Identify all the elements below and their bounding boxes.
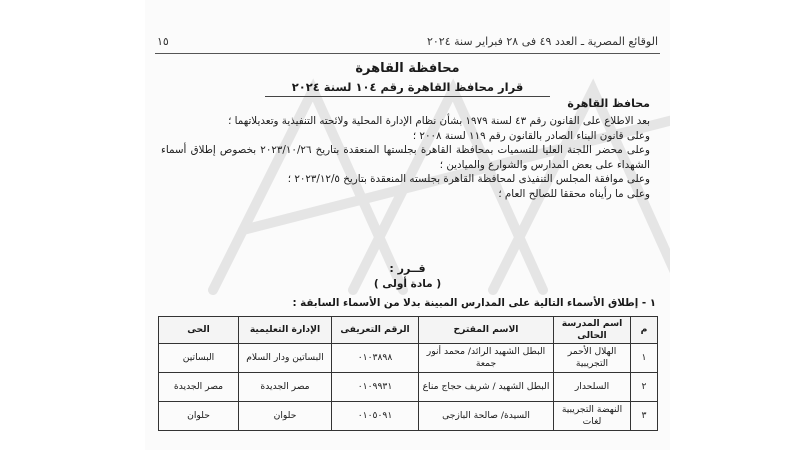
column-header: الإدارة التعليمية [239, 317, 332, 344]
preamble-paragraph: وعلى موافقة المجلس التنفيذى لمحافظة القاهرة بجلسته المنعقدة بتاريخ ٢٠٢٣/١٢/٥ ؛ [287, 173, 650, 185]
preamble-paragraph: وعلى ما رأيناه محققا للصالح العام ؛ [498, 187, 650, 200]
decree-title: قرار محافظ القاهرة رقم ١٠٤ لسنة ٢٠٢٤ [291, 80, 524, 94]
document-page [145, 0, 670, 450]
table-cell: ٠١٠٩٩٣١ [332, 373, 419, 402]
preamble [161, 114, 650, 201]
running-header-title: الوقائع المصرية ـ العدد ٤٩ فى ٢٨ فبراير سنة ٢٠٢٤ [426, 34, 658, 48]
table-cell: ٢ [631, 373, 658, 402]
table-cell: البساتين ودار السلام [239, 344, 332, 373]
preamble-paragraph: بعد الاطلاع على القانون رقم ٤٣ لسنة ١٩٧٩ بشأن نظام الإدارة المحلية ولائحته التنفيذية وتعديلاتهما ؛ [228, 115, 650, 127]
table-row [159, 344, 658, 373]
table-cell: ٠١٠٥٠٩١ [332, 402, 419, 431]
table-cell: حلوان [159, 402, 239, 431]
article-heading: ( مادة أولى ) [373, 278, 442, 290]
issuer-heading: محافظ القاهرة [567, 97, 650, 110]
title-underline [265, 96, 550, 97]
table-cell: السلحدار [554, 373, 631, 402]
table-cell: ١ [631, 344, 658, 373]
running-header [157, 32, 658, 50]
decree-word: قــرر : [389, 262, 426, 275]
column-header: م [631, 317, 658, 344]
column-header: الحى [159, 317, 239, 344]
table-cell: الهلال الأحمر التجريبية [554, 344, 631, 373]
column-header: الرقم التعريفى [332, 317, 419, 344]
schools-table [158, 316, 658, 431]
table-cell: مصر الجديدة [239, 373, 332, 402]
table-row [159, 402, 658, 431]
table-cell: البطل الشهيد / شريف حجاج مناع [419, 373, 554, 402]
table-cell: ٠١٠٣٨٩٨ [332, 344, 419, 373]
clause-text: ١ - إطلاق الأسماء التالية على المدارس المبينة بدلا من الأسماء السابقة : [292, 297, 656, 309]
table-cell: حلوان [239, 402, 332, 431]
table-cell: مصر الجديدة [159, 373, 239, 402]
column-header: اسم المدرسة الحالى [554, 317, 631, 344]
table-cell: السيدة/ صالحة البازجى [419, 402, 554, 431]
document-title: محافظة القاهرة [355, 61, 460, 76]
table-cell: ٣ [631, 402, 658, 431]
preamble-paragraph: وعلى محضر اللجنة العليا للتسميات بمحافظة القاهرة بجلستها المنعقدة بتاريخ ٢٠٢٣/١٠/٢٦ بخصوص إطلاق أسماء الشهداء على بعض المدارس والشوارع والميادين ؛ [161, 144, 651, 171]
column-header: الاسم المقترح [419, 317, 554, 344]
table-header-row [159, 317, 658, 344]
header-divider [155, 53, 660, 54]
table-cell: البطل الشهيد الرائد/ محمد أنور جمعة [419, 344, 554, 373]
table-cell: النهضة التجريبية لغات [554, 402, 631, 431]
table-cell: البساتين [159, 344, 239, 373]
table-row [159, 373, 658, 402]
preamble-paragraph: وعلى قانون البناء الصادر بالقانون رقم ١١٩ لسنة ٢٠٠٨ ؛ [412, 129, 650, 142]
page-number: ١٥ [157, 34, 169, 48]
